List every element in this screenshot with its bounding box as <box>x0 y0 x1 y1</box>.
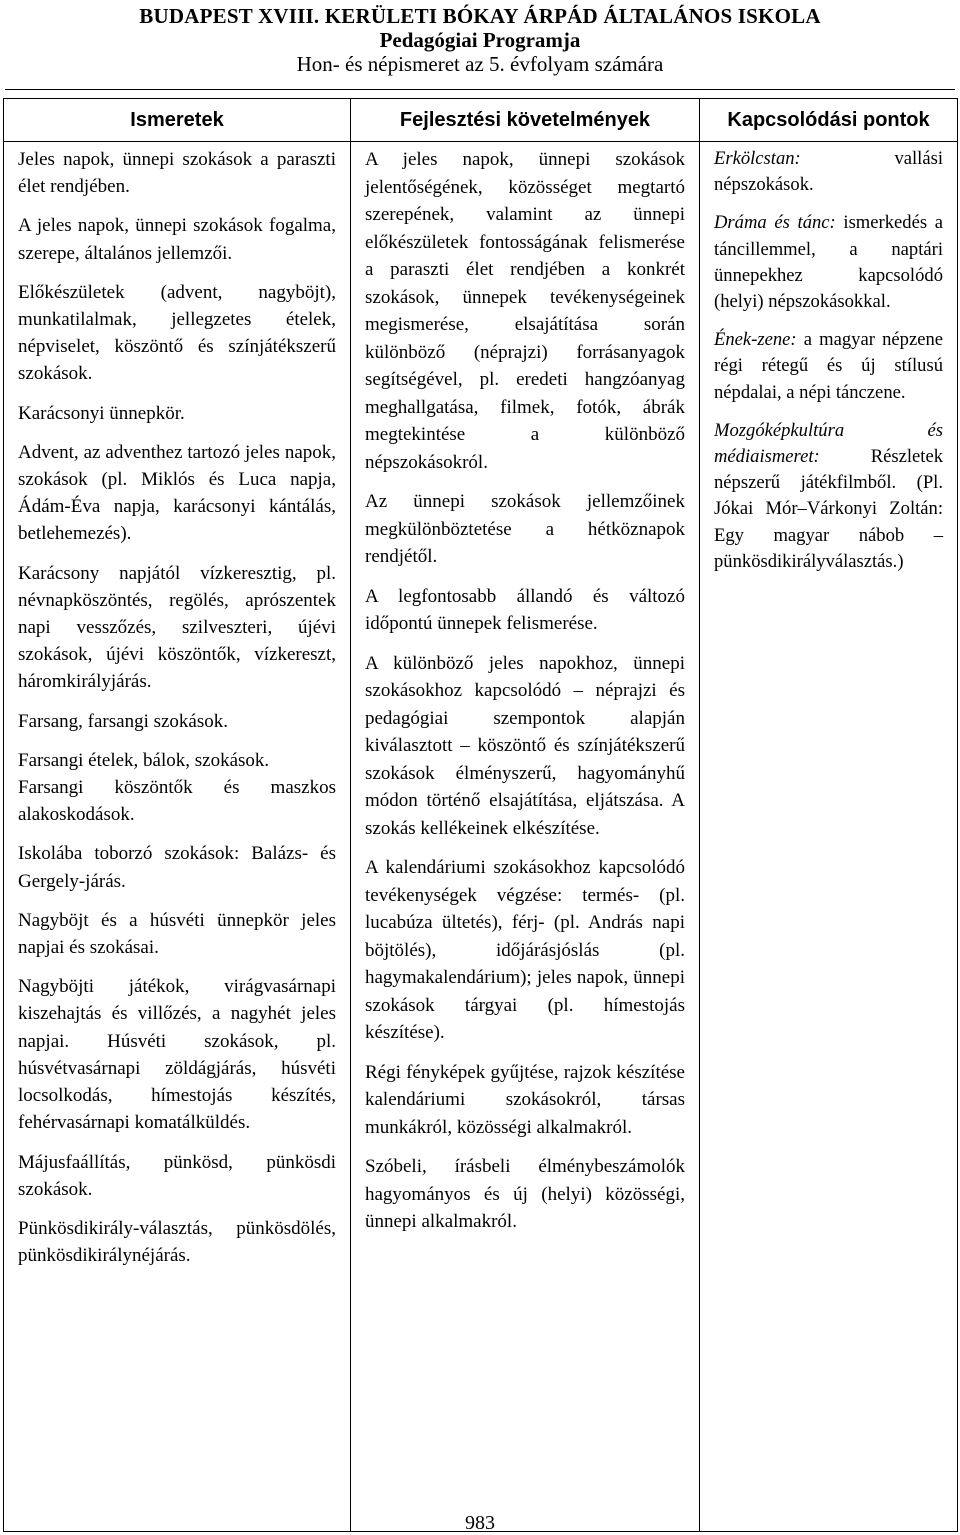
connection-text: ismerkedés a táncillemmel, a naptári ünnepekhez kapcsolódó (helyi) népszokásokkal. <box>714 212 943 313</box>
table-header-row <box>4 99 958 142</box>
knowledge-item: Advent, az adventhez tartozó jeles napok, szokások (pl. Miklós és Luca napja, Ádám-Éva napja, karácsonyi kántálás, betlehemezés). <box>18 441 336 545</box>
knowledge-item: Nagyböjt és a húsvéti ünnepkör jeles napjai és szokásai. <box>18 909 336 959</box>
document-header <box>0 4 960 76</box>
connection-text: a magyar népzene régi rétegű és új stílusú népdalai, a népi tánczene. <box>714 329 943 403</box>
header-ismeretek: Ismeretek <box>4 99 351 142</box>
header-divider <box>5 89 955 90</box>
requirement-item: Az ünnepi szokások jellemzőinek megkülönböztetése a hétköznapok rendjétől. <box>365 491 685 567</box>
requirement-item: A jeles napok, ünnepi szokások jelentőségének, közösséget megtartó szerepének, valamint az ünnepi előkészületek fontosságának felismerése a paraszti élet rendjében a konkrét szokások, ünnepek tevékenységeinek megismerése, elsajátítása során különböző (néprajzi) forrásanyagok segítségével, pl. eredeti hangzóanyag meghallgatása, filmek, fotók, ábrák megtekintése a különböző népszokásokról. <box>365 149 685 473</box>
knowledge-item: Jeles napok, ünnepi szokások a paraszti élet rendjében. <box>18 149 336 198</box>
connection-text: Részletek népszerű játékfilmből. (Pl. Jókai Mór–Várkonyi Zoltán: Egy magyar nábob – pünkösdikirályválasztás.) <box>714 446 943 572</box>
connection-subject: Mozgóképkultúra és médiaismeret: <box>714 419 943 468</box>
program-title: Pedagógiai Programja <box>379 28 581 52</box>
knowledge-item: Májusfaállítás, pünkösd, pünkösdi szokások. <box>18 1151 336 1200</box>
connection-subject: Dráma és tánc: <box>714 212 836 234</box>
requirement-item: A legfontosabb állandó és változó időpontú ünnepek felismerése. <box>365 585 685 634</box>
connection-item <box>714 418 943 575</box>
connection-item <box>714 327 943 406</box>
knowledge-item: Nagyböjti játékok, virágvasárnapi kiszehajtás és villőzés, a nagyhét jeles napjai. Húsvéti szokások, pl. húsvétvasárnapi zöldágjárás, húsvéti locsolkodás, hímestojás készítés, fehérvasárnapi komatálküldés. <box>18 976 336 1134</box>
connection-text: vallási népszokások. <box>714 148 943 196</box>
knowledge-item: A jeles napok, ünnepi szokások fogalma, szerepe, általános jellemzői. <box>18 215 336 264</box>
ismeretek-cell <box>4 142 351 1532</box>
header-fejlesztesi-kovetelmenyek: Fejlesztési követelmények <box>351 99 700 142</box>
kapcsolodasi-cell <box>700 142 958 1532</box>
requirement-item: A különböző jeles napokhoz, ünnepi szokásokhoz kapcsolódó – néprajzi és pedagógiai szempontok alapján kiválasztott – köszöntő és színjátékszerű szokások élményszerű, hagyományhű módon történő elsajátítása, eljátszása. A szokás kellékeinek elkészítése. <box>365 652 685 839</box>
knowledge-item: Karácsonyi ünnepkör. <box>18 402 185 424</box>
connection-subject: Ének-zene: <box>714 329 797 351</box>
connection-item <box>714 146 943 198</box>
connection-subject: Erkölcstan: <box>714 148 801 169</box>
curriculum-table <box>3 98 958 1532</box>
subject-title: Hon- és népismeret az 5. évfolyam számára <box>296 52 664 76</box>
requirement-item: Szóbeli, írásbeli élménybeszámolók hagyományos és új (helyi) közösségi, ünnepi alkalmakról. <box>365 1156 685 1232</box>
knowledge-item: Pünkösdikirály-választás, pünkösdölés, pünkösdikirálynéjárás. <box>18 1217 336 1267</box>
knowledge-item: Iskolába toborzó szokások: Balázs- és Gergely-járás. <box>18 843 336 892</box>
knowledge-item: Előkészületek (advent, nagyböjt), munkatilalmak, jellegzetes ételek, népviselet, köszöntő és színjátékszerű szokások. <box>18 281 336 385</box>
knowledge-item: Farsang, farsangi szokások. <box>18 710 229 732</box>
requirement-item: A kalendáriumi szokásokhoz kapcsolódó tevékenységek végzése: termés- (pl. lucabúza ültetés), férj- (pl. András napi böjtölés), időjárásjóslás (pl. hagymakalendárium); jeles napok, ünnepi szokások tárgyai (pl. hímestojás készítése). <box>365 857 685 1043</box>
fejlesztesi-cell <box>351 142 700 1532</box>
knowledge-item: Karácsony napjától vízkeresztig, pl. névnapköszöntés, regölés, aprószentek napi vesszőzés, szilveszteri, újévi szokások, újévi köszöntők, vízkereszt, háromkirályjárás. <box>18 562 336 693</box>
header-kapcsolodasi-pontok: Kapcsolódási pontok <box>700 99 958 142</box>
connection-item <box>714 210 943 315</box>
knowledge-item: Farsangi köszöntők és maszkos alakoskodások. <box>18 777 336 826</box>
knowledge-item: Farsangi ételek, bálok, szokások. <box>18 749 270 771</box>
table-body-row <box>4 142 958 1532</box>
page-number: 983 <box>465 1512 495 1534</box>
school-name: BUDAPEST XVIII. KERÜLETI BÓKAY ÁRPÁD ÁLTALÁNOS ISKOLA <box>139 4 821 28</box>
requirement-item: Régi fényképek gyűjtése, rajzok készítése kalendáriumi szokásokról, társas munkákról, közösségi alkalmakról. <box>365 1061 685 1138</box>
